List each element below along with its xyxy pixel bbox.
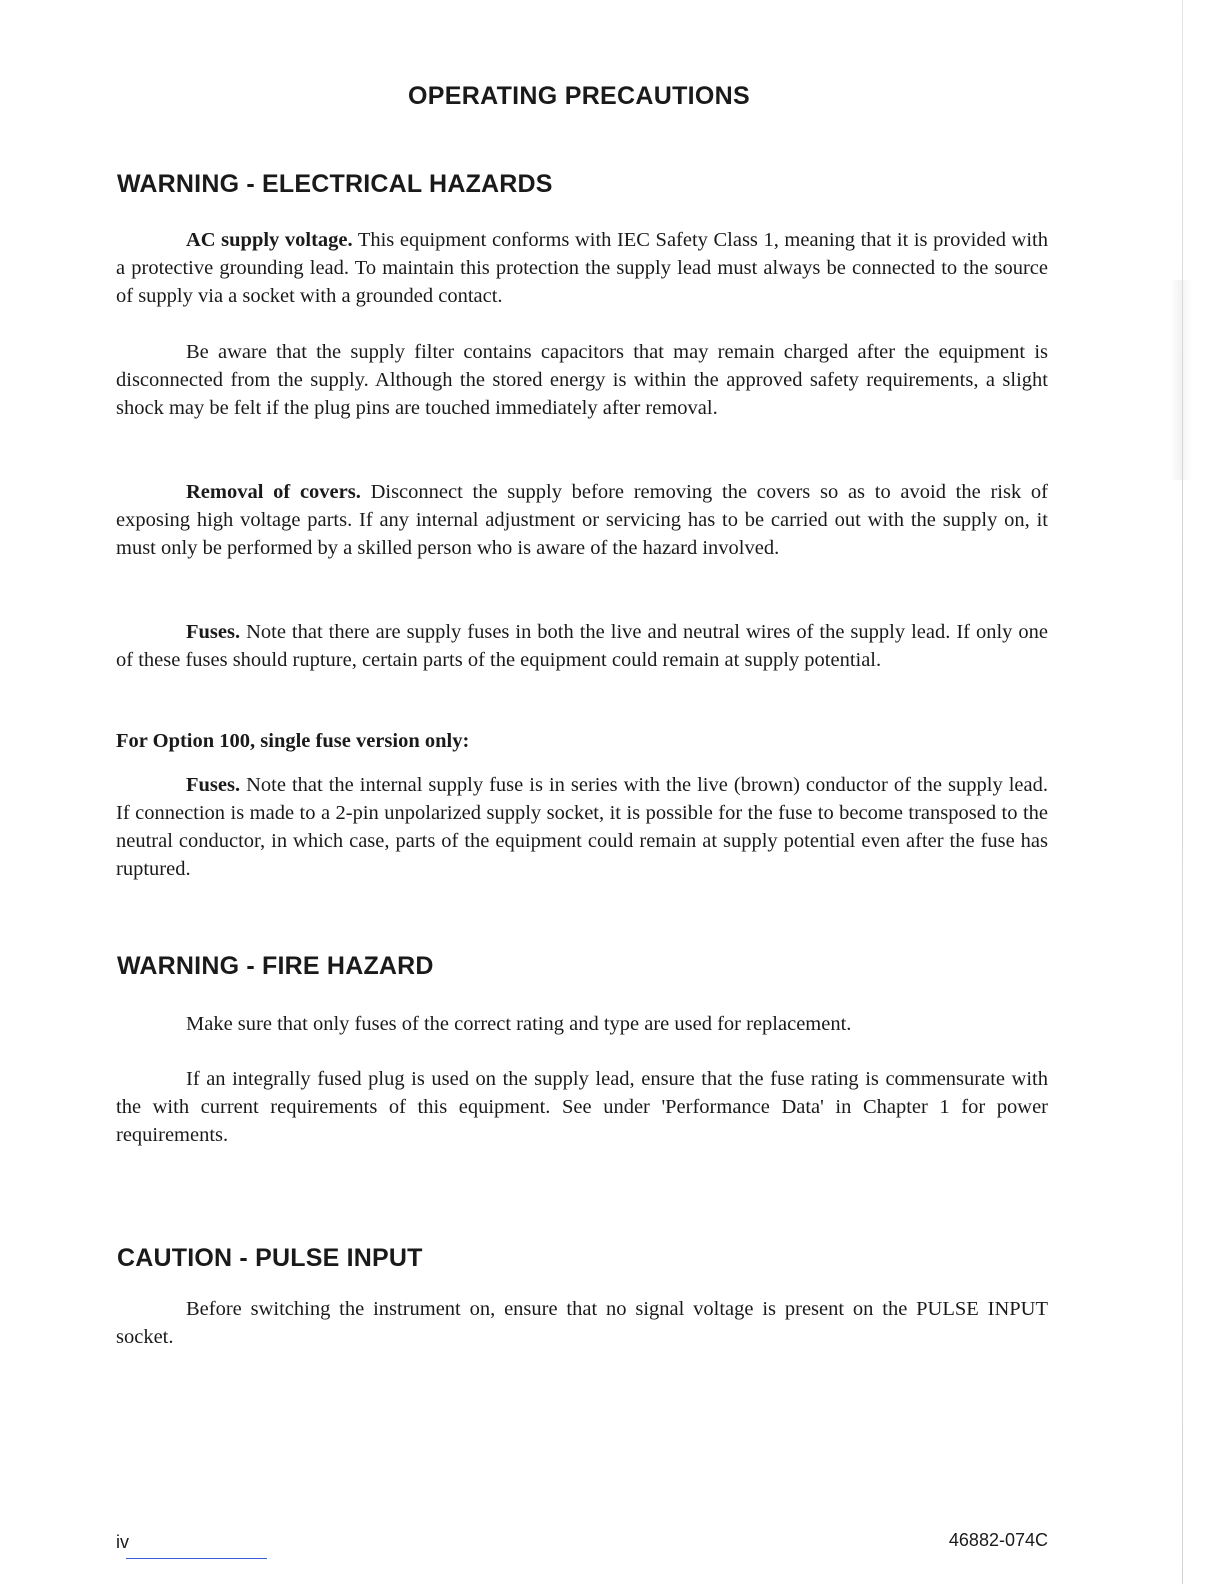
removal-of-covers-text: Disconnect the supply before removing the covers so as to avoid the risk of exposing high voltage parts. If any internal adjustment or servicing has to be carried out with the supply on, it must only be performed by a skilled person who is aware of the hazard involved. [116, 481, 1048, 559]
option-fuses-text: Note that the internal supply fuse is in series with the live (brown) conductor of the supply lead. If connection is made to a 2-pin unpolarized supply socket, it is possible for the fuse to become transposed to the neutral conductor, in which case, parts of the equipment could remain at supply potential even after the fuse has ruptured. [116, 774, 1048, 880]
option-100-heading: For Option 100, single fuse version only: [116, 730, 470, 752]
option-fuses-paragraph [116, 771, 1048, 883]
scan-shadow [1170, 280, 1192, 480]
capacitor-warning-paragraph [116, 338, 1048, 422]
fused-plug-text: If an integrally fused plug is used on the supply lead, ensure that the fuse rating is commensurate with the with current requirements of this equipment. See under 'Performance Data' in Chapter 1 for power requirements. [116, 1068, 1048, 1146]
pulse-input-heading: CAUTION - PULSE INPUT [117, 1244, 423, 1272]
option-fuses-label: Fuses. [186, 774, 241, 796]
removal-of-covers-paragraph [116, 478, 1048, 562]
capacitor-warning-text: Be aware that the supply filter contains capacitors that may remain charged after the equipment is disconnected from the supply. Although the stored energy is within the approved safety requirements, a slight shock may be felt if the plug pins are touched immediately after removal. [116, 341, 1048, 419]
fuse-rating-paragraph [116, 1010, 1048, 1038]
page-title: OPERATING PRECAUTIONS [408, 82, 750, 110]
fused-plug-paragraph [116, 1065, 1048, 1149]
fuses-text: Note that there are supply fuses in both the live and neutral wires of the supply lead. If only one of these fuses should rupture, certain parts of the equipment could remain at supply potential. [116, 621, 1048, 671]
fire-hazard-heading: WARNING - FIRE HAZARD [117, 952, 434, 980]
ac-supply-voltage-paragraph [116, 226, 1048, 310]
page-number: iv [116, 1532, 129, 1552]
document-number: 46882-074C [948, 1530, 1048, 1550]
fuses-label: Fuses. [186, 621, 241, 643]
ac-supply-voltage-text: This equipment conforms with IEC Safety Class 1, meaning that it is provided with a protective grounding lead. To maintain this protection the supply lead must always be connected to the source of supply via a socket with a grounded contact. [116, 229, 1048, 307]
ac-supply-voltage-label: AC supply voltage. [186, 229, 353, 251]
scan-edge-line [1182, 0, 1183, 1584]
footer-link-underline [126, 1558, 267, 1559]
electrical-hazards-heading: WARNING - ELECTRICAL HAZARDS [117, 170, 553, 198]
removal-of-covers-label: Removal of covers. [186, 481, 361, 503]
fuses-paragraph [116, 618, 1048, 674]
pulse-input-paragraph [116, 1295, 1048, 1351]
pulse-input-text: Before switching the instrument on, ensure that no signal voltage is present on the PULSE INPUT socket. [116, 1298, 1048, 1348]
fuse-rating-text: Make sure that only fuses of the correct rating and type are used for replacement. [186, 1013, 852, 1035]
